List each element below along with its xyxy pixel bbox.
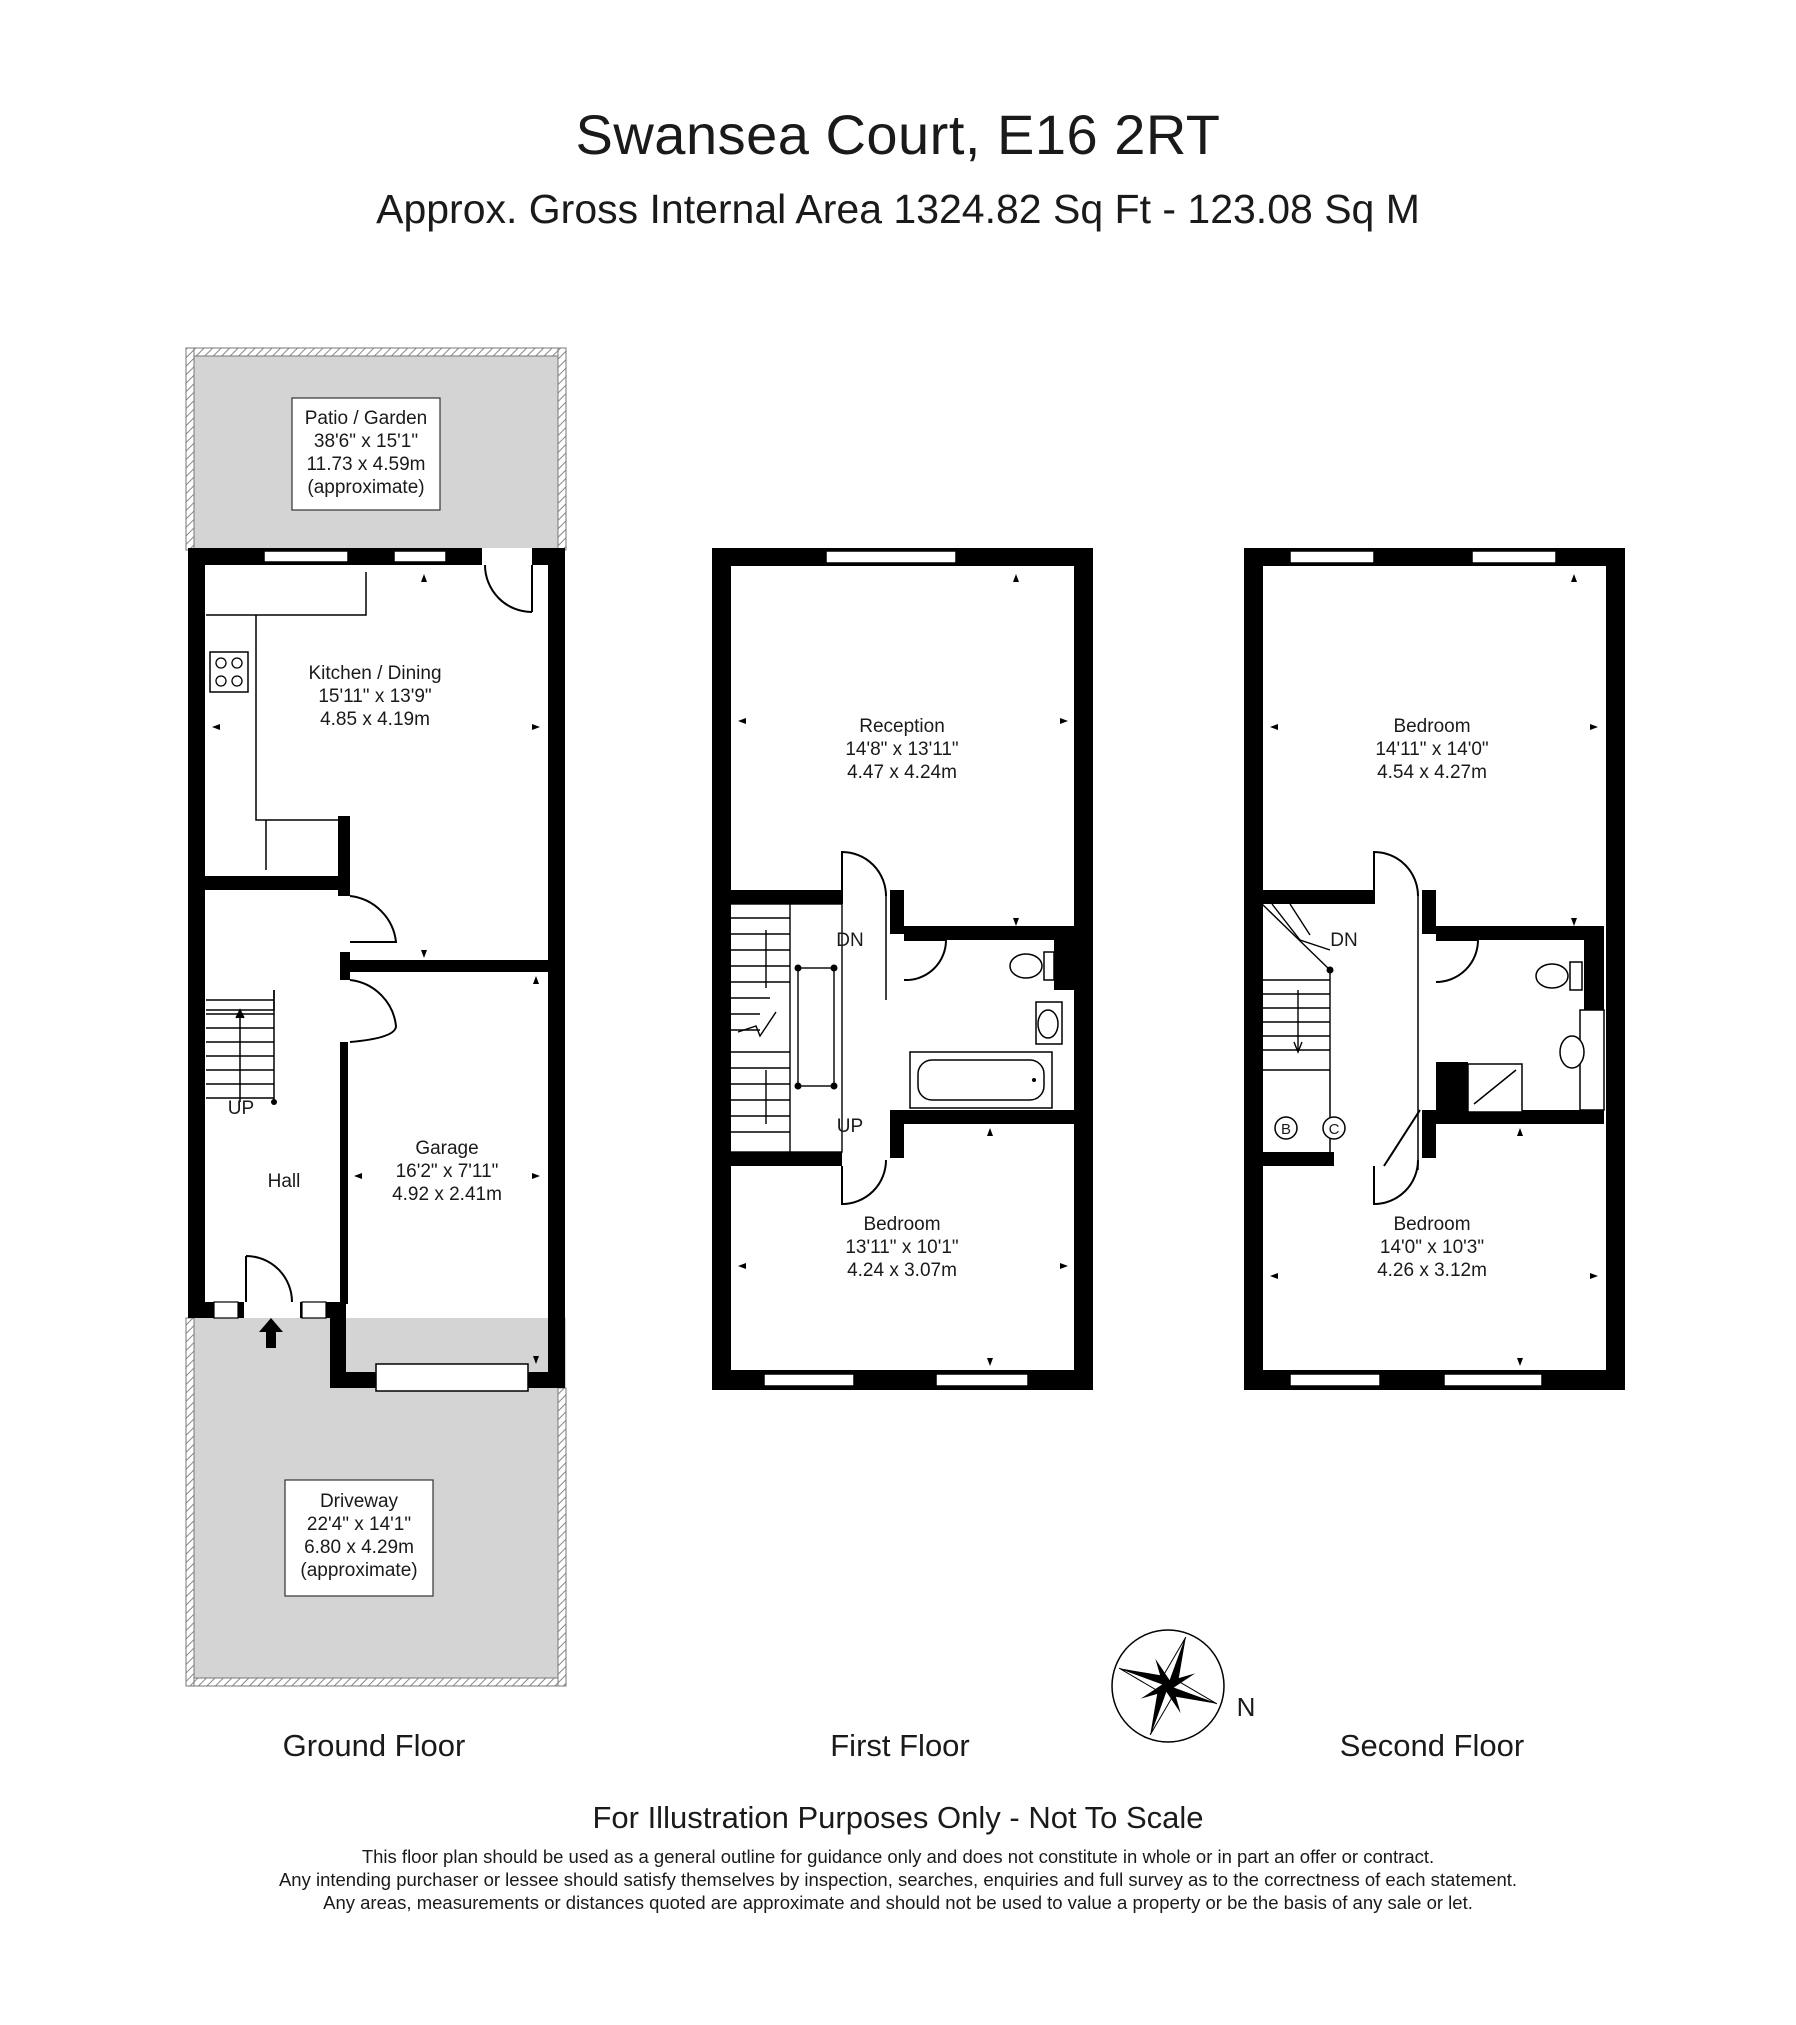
disclaimer-line-3: Any areas, measurements or distances quoted are approximate and should not be used to value a property or be the basis of any sale or let. (323, 1892, 1473, 1913)
page-title: Swansea Court, E16 2RT (575, 103, 1221, 166)
bedroom3-imperial: 14'0" x 10'3" (1379, 1237, 1485, 1258)
bedroom1-name: Bedroom (863, 1214, 941, 1235)
compass-rose-icon (1101, 1619, 1234, 1752)
patio-metric: 11.73 x 4.59m (306, 454, 426, 475)
ground-floor-label: Ground Floor (282, 1728, 466, 1763)
garage-name: Garage (415, 1138, 479, 1159)
driveway-note: (approximate) (300, 1560, 418, 1581)
second-floor-label: Second Floor (1339, 1728, 1525, 1763)
disclaimer-line-2: Any intending purchaser or lessee should satisfy themselves by inspection, searches, enquiries and full survey as to the correctness of each statement. (278, 1869, 1518, 1890)
kitchen-imperial: 15'11" x 13'9" (318, 686, 432, 707)
ground-floor-plan (186, 348, 566, 1686)
bedroom2-metric: 4.54 x 4.27m (1377, 762, 1487, 783)
compass-north-label: N (1236, 1692, 1256, 1722)
reception-metric: 4.47 x 4.24m (847, 762, 957, 783)
hall-name: Hall (267, 1171, 301, 1192)
driveway-name: Driveway (319, 1491, 399, 1512)
kitchen-name: Kitchen / Dining (308, 663, 442, 684)
reception-name: Reception (859, 716, 945, 737)
first-floor-plan (712, 548, 1093, 1390)
first-floor-label: First Floor (830, 1728, 970, 1763)
stairs-up-label: UP (227, 1098, 255, 1119)
cupboard-marker: C (1328, 1121, 1340, 1138)
disclaimer-line-1: This floor plan should be used as a general outline for guidance only and does not constitute in whole or in part an offer or contract. (361, 1846, 1435, 1867)
bedroom3-name: Bedroom (1393, 1214, 1471, 1235)
bedroom3-metric: 4.26 x 3.12m (1377, 1260, 1487, 1281)
boiler-marker: B (1280, 1121, 1292, 1138)
driveway-imperial: 22'4" x 14'1" (306, 1514, 412, 1535)
driveway-metric: 6.80 x 4.29m (304, 1537, 414, 1558)
area-subtitle: Approx. Gross Internal Area 1324.82 Sq Ft - 123.08 Sq M (376, 186, 1420, 232)
garage-metric: 4.92 x 2.41m (392, 1184, 502, 1205)
garage-imperial: 16'2" x 7'11" (395, 1161, 499, 1182)
bedroom1-metric: 4.24 x 3.07m (847, 1260, 957, 1281)
first-stairs-up: UP (836, 1116, 864, 1137)
ground-wall-left (188, 548, 205, 1318)
second-floor-plan (1244, 548, 1625, 1390)
ground-wall-right (548, 548, 565, 1388)
kitchen-metric: 4.85 x 4.19m (320, 709, 430, 730)
bedroom1-imperial: 13'11" x 10'1" (845, 1237, 959, 1258)
bedroom2-imperial: 14'11" x 14'0" (1375, 739, 1489, 760)
disclaimer-heading: For Illustration Purposes Only - Not To Scale (592, 1800, 1204, 1835)
bedroom2-name: Bedroom (1393, 716, 1471, 737)
hob-icon (210, 652, 248, 692)
first-stairs-down: DN (836, 930, 864, 951)
patio-note: (approximate) (307, 477, 425, 498)
patio-name: Patio / Garden (304, 408, 428, 429)
reception-imperial: 14'8" x 13'11" (845, 739, 959, 760)
second-stairs-down: DN (1330, 930, 1358, 951)
patio-imperial: 38'6" x 15'1" (313, 431, 419, 452)
